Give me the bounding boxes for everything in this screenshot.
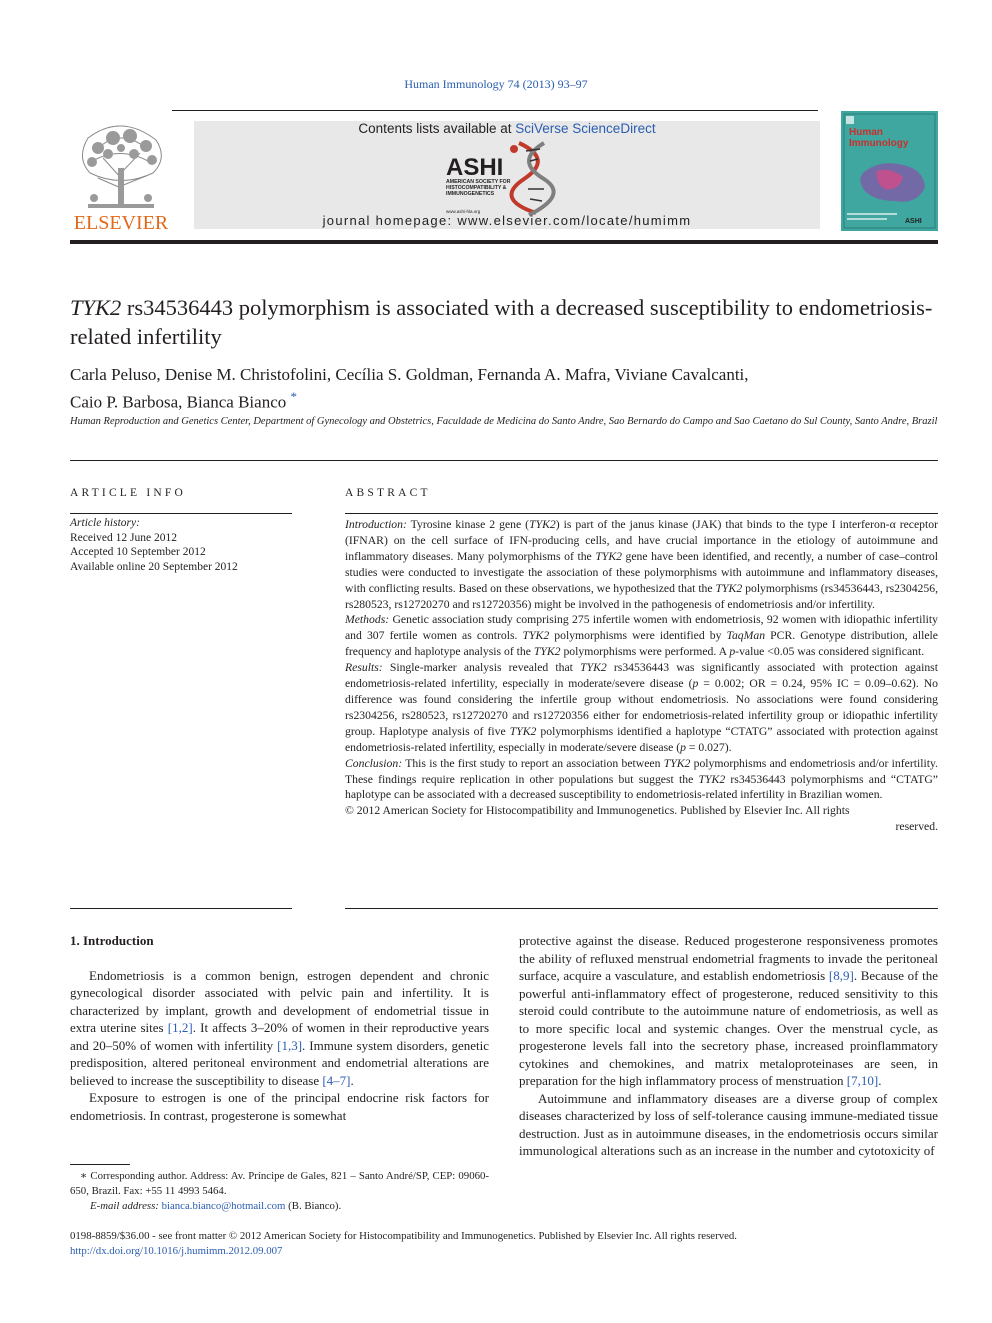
contents-line: [194, 121, 820, 136]
authors-line-2: Caio P. Barbosa, Bianca Bianco: [70, 392, 287, 412]
ashi-wordmark: ASHI: [446, 154, 504, 181]
article-info-heading: ARTICLE INFO: [70, 487, 186, 499]
body-paragraph: Endometriosis is a common benign, estrogen dependent and chronic gynecological disorder associated with pelvic pain and infertility. It is characterized by implant, growth and development of endometrial tissue in extra uterine sites [1,2]. It affects 3–20% of women in their reproductive years and 20–50% of women with infertility [1,3]. Immune system disorders, genetic predisposition, altered peritoneal environment and endometrial alterations are believed to increase the susceptibility to disease [4–7].: [70, 967, 489, 1088]
contents-prefix: Contents lists available at: [358, 121, 516, 136]
elsevier-tree-icon: [68, 118, 174, 234]
body-column-right: [519, 932, 938, 1160]
author-list: [70, 364, 938, 414]
sciverse-link[interactable]: SciVerse ScienceDirect: [515, 121, 656, 136]
cover-ashi-text: ASHI: [905, 218, 922, 225]
reference-link[interactable]: [1,3]: [277, 1037, 303, 1053]
results-label: Results:: [345, 661, 383, 675]
reference-link[interactable]: [8,9]: [828, 968, 854, 983]
homepage-link[interactable]: www.elsevier.com/locate/humimm: [457, 213, 692, 228]
abstract-copyright: © 2012 American Society for Histocompatibility and Immunogenetics. Published by Elsevier Inc. All rights: [345, 804, 850, 818]
article-history: [70, 516, 292, 574]
reference-link[interactable]: [1,2]: [167, 1020, 193, 1035]
reference-link[interactable]: [7,10]: [846, 1073, 879, 1088]
accepted-date: Accepted 10 September 2012: [70, 546, 206, 558]
cover-image-icon: [841, 111, 938, 231]
svg-text:Immunology: Immunology: [849, 138, 909, 149]
section-heading-introduction: 1. Introduction: [70, 933, 154, 948]
body-column-left: [70, 932, 489, 1124]
methods-label: Methods:: [345, 613, 390, 627]
body-paragraph: protective against the disease. Reduced progesterone responsiveness promotes the ability of refluxed menstrual endometrial fragments to invade the peritoneal surface, acquire a vasculature, and establish endometriosis [8,9]. Because of the powerful anti-inflammatory effect of progesterone, reduced sensitivity to this steroid could contribute to the autoimmune nature of endometriosis, as well as to more specific local and systemic changes. Over the menstrual cycle, as progesterone levels fall into the secretory phase, increased proinflammatory cytokines and chemokines, and matrix metaloproteinases are seen, in preparation for the high inflammatory process of menstruation [7,10].: [519, 933, 938, 1088]
history-label: Article history:: [70, 517, 140, 529]
email-link[interactable]: bianca.bianco@hotmail.com: [161, 1200, 286, 1212]
conclusion-label: Conclusion:: [345, 756, 403, 770]
email-footnote: E-mail address: bianca.bianco@hotmail.com (B. Bianco).: [90, 1200, 342, 1212]
article-info-bottom-rule: [70, 908, 292, 909]
header-thick-rule: [70, 240, 938, 244]
header-top-rule: [172, 110, 818, 111]
footnotes: [70, 1169, 489, 1214]
title-rule: [70, 460, 938, 461]
received-date: Received 12 June 2012: [70, 531, 177, 544]
abstract-introduction: Introduction: Tyrosine kinase 2 gene (TYK2) is part of the janus kinase (JAK) that binds to the type I interferon-α receptor (IFNAR) on the cell surface of IFN-producing cells, and have crucial importance in the etiology of autoimmune and inflammatory diseases. Many polymorphisms of the TYK2 gene have been identified, and recently, a number of case–control studies were conducted to investigate the association of these polymorphisms with autoimmune and inflammatory diseases, with conflicting results. Based on these observations, we hypothesized that the TYK2 polymorphisms (rs34536443, rs2304256, rs280523, rs12720270 and rs12720356) might be involved in the pathogenesis of endometriosis and/or infertility.: [345, 518, 939, 611]
abstract-heading: ABSTRACT: [345, 487, 431, 499]
homepage-line: [194, 213, 820, 228]
abstract-copyright-end: reserved.: [895, 820, 938, 834]
authors-line-1: Carla Peluso, Denise M. Christofolini, Cecília S. Goldman, Fernanda A. Mafra, Viviane Cavalcanti,: [70, 365, 749, 384]
reference-link[interactable]: [4–7]: [322, 1072, 351, 1088]
email-label: E-mail address:: [90, 1200, 159, 1212]
online-date: Available online 20 September 2012: [70, 560, 238, 573]
ashi-url: www.ashi-hla.org: [446, 209, 481, 214]
issn-line: 0198-8859/$36.00 - see front matter © 2012 American Society for Histocompatibility and Immunogenetics. Published by Elsevier Inc. All rights reserved.: [70, 1230, 737, 1242]
homepage-prefix: journal homepage:: [322, 213, 458, 228]
corresponding-footnote: ∗ Corresponding author. Address: Av. Príncipe de Gales, 821 – Santo André/SP, CEP: 09060-650, Brazil. Fax: +55 11 4993 5464.: [70, 1170, 489, 1197]
abstract-rule: [345, 513, 938, 514]
ashi-logo: [444, 139, 574, 217]
svg-text:Human: Human: [849, 127, 883, 138]
intro-label: Introduction:: [345, 518, 407, 531]
elsevier-logo: [68, 118, 174, 234]
issn-block: [70, 1229, 938, 1259]
body-paragraph: Autoimmune and inflammatory diseases are a diverse group of complex diseases characterized by loss of self-tolerance causing immune-mediated tissue destruction. Just as in autoimmune diseases, in the endometriosis occurs similar immunological alterations such as an increase in the number and cytotoxicity of: [519, 1090, 938, 1158]
elsevier-wordmark: ELSEVIER: [73, 212, 169, 234]
abstract-methods: Methods: Genetic association study comprising 275 infertile women with endometriosis, 92 women with idiopathic infertility and 307 fertile women as controls. TYK2 polymorphisms were identified by TaqMan PCR. Genotype distribution, allele frequency and haplotype analysis of the TYK2 polymorphisms were performed. A p-value <0.05 was considered significant.: [345, 613, 938, 659]
article-info-rule: [70, 513, 292, 514]
abstract-results: Results: Single-marker analysis revealed that TYK2 rs34536443 was significantly associated with protection against endometriosis-related infertility, especially in moderate/severe disease (p = 0.002; OR = 0.24, 95% IC = 0.09–0.62). No difference was found considering the infertile group without endometriosis. No associations were found considering rs2304256, rs280523, rs12720270 and rs12720356 either for endometriosis-related infertility group or idiopathic infertility group. Haplotype analysis of five TYK2 polymorphisms identified a haplotype “CTATG” associated with protection against endometriosis-related infertility, especially in moderate/severe disease (p = 0.027).: [345, 661, 939, 754]
body-paragraph: Exposure to estrogen is one of the principal endocrine risk factors for endometriosis. In contrast, progesterone is somewhat: [70, 1090, 489, 1123]
footnote-rule: [70, 1164, 130, 1165]
journal-cover: [841, 111, 938, 231]
abstract-conclusion: Conclusion: This is the first study to report an association between TYK2 polymorphisms and endometriosis and/or infertility. These findings require replication in other populations but suggest the TYK2 rs34536443 polymorphisms and “CTATG” haplotype can be associated with a decreased susceptibility to endometriosis-related infertility in Brazilian women.: [345, 756, 938, 802]
ashi-subtext: AMERICAN SOCIETY FOR HISTOCOMPATIBILITY & IMMUNOGENETICS: [446, 179, 511, 197]
doi-link[interactable]: http://dx.doi.org/10.1016/j.humimm.2012.09.007: [70, 1244, 283, 1257]
title-gene: TYK2: [70, 295, 122, 320]
journal-citation[interactable]: Human Immunology 74 (2013) 93–97: [404, 77, 588, 91]
title-text: rs34536443 polymorphism is associated with a decreased susceptibility to endometriosis-related infertility: [70, 295, 933, 349]
corresponding-author-mark[interactable]: *: [290, 389, 297, 404]
article-title: [70, 293, 938, 351]
abstract-body: [345, 517, 938, 835]
abstract-bottom-rule: [345, 908, 938, 909]
affiliation: Human Reproduction and Genetics Center, Department of Gynecology and Obstetrics, Faculdade de Medicina do Santo Andre, Sao Bernardo do Campo and Sao Caetano do Sul County, Santo Andre, Brazil: [70, 416, 938, 427]
ashi-dna-icon: [444, 139, 574, 217]
